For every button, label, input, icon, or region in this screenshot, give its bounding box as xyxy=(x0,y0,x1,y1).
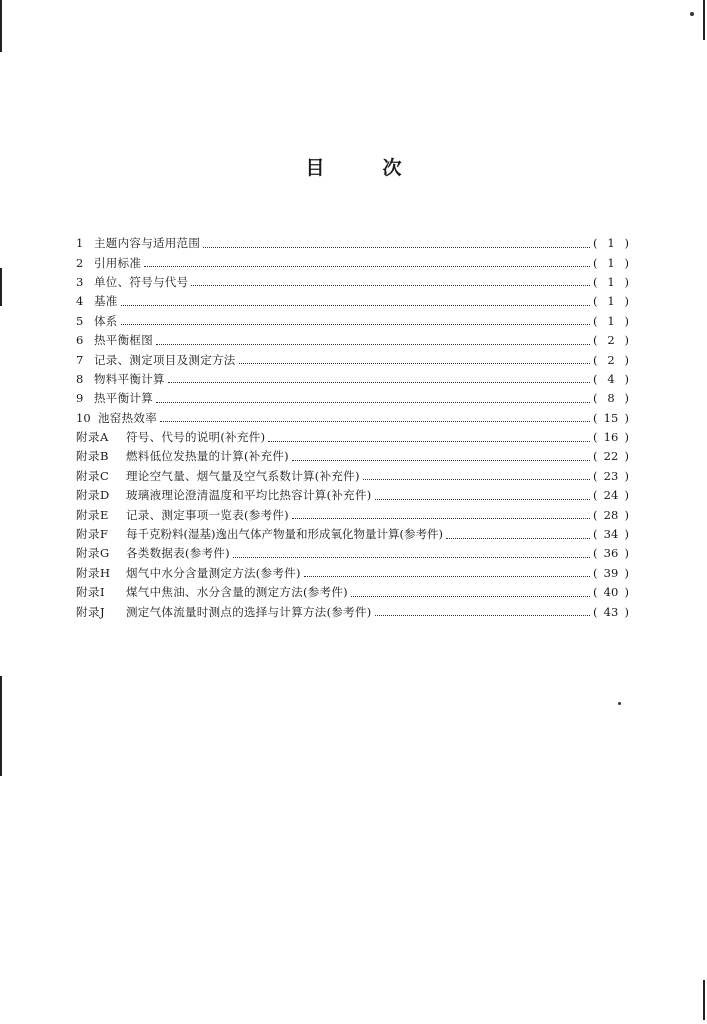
toc-entry-appendix[interactable] xyxy=(76,447,629,466)
toc-leader-dots xyxy=(351,595,590,597)
toc-entry-number: 附录D xyxy=(76,488,110,503)
page-bracket-close: ) xyxy=(624,585,629,600)
toc-entry-title: 测定气体流量时测点的选择与计算方法(参考件) xyxy=(126,604,372,619)
toc-leader-dots xyxy=(121,323,590,325)
page-bracket-open: ( xyxy=(593,352,598,367)
toc-entry-appendix[interactable] xyxy=(76,486,629,505)
toc-entry-page-number: 8 xyxy=(607,391,615,406)
toc-entry-page xyxy=(593,447,629,466)
toc-entry-page-number: 1 xyxy=(607,236,615,251)
toc-entry[interactable] xyxy=(76,350,629,369)
page-bracket-close: ) xyxy=(624,255,629,270)
page-bracket-open: ( xyxy=(593,255,598,270)
page-bracket-open: ( xyxy=(593,333,598,348)
toc-entry-title: 烟气中水分含量测定方法(参考件) xyxy=(126,565,301,580)
scan-edge-mark xyxy=(703,980,705,1020)
page-bracket-open: ( xyxy=(593,430,598,445)
toc-entry[interactable] xyxy=(76,234,629,253)
toc-leader-dots xyxy=(363,478,590,480)
table-of-contents xyxy=(76,234,629,622)
toc-entry-page-number: 40 xyxy=(603,585,619,600)
page-bracket-open: ( xyxy=(593,410,598,425)
toc-entry-page xyxy=(593,486,629,505)
page-bracket-open: ( xyxy=(593,488,598,503)
toc-entry-page-number: 36 xyxy=(603,546,619,561)
toc-entry-page-number: 16 xyxy=(603,430,619,445)
page-bracket-close: ) xyxy=(624,604,629,619)
page-bracket-open: ( xyxy=(593,313,598,328)
toc-entry-title: 基准 xyxy=(94,294,118,309)
toc-entry-number: 附录G xyxy=(76,546,110,561)
toc-entry[interactable] xyxy=(76,312,629,331)
toc-leader-dots xyxy=(121,304,590,306)
toc-entry-page xyxy=(593,525,629,544)
toc-entry-appendix[interactable] xyxy=(76,525,629,544)
toc-entry-page xyxy=(593,603,629,622)
page-bracket-close: ) xyxy=(624,565,629,580)
toc-entry[interactable] xyxy=(76,292,629,311)
toc-entry-page xyxy=(593,273,629,292)
page-bracket-open: ( xyxy=(593,468,598,483)
page-bracket-close: ) xyxy=(624,333,629,348)
toc-entry-title: 理论空气量、烟气量及空气系数计算(补充件) xyxy=(126,468,360,483)
toc-entry[interactable] xyxy=(76,370,629,389)
toc-entry[interactable] xyxy=(76,389,629,408)
toc-entry-title: 体系 xyxy=(94,313,118,328)
toc-entry-page-number: 1 xyxy=(607,294,615,309)
toc-entry-number: 7 xyxy=(76,352,84,367)
toc-entry-title: 煤气中焦油、水分含量的测定方法(参考件) xyxy=(126,585,348,600)
toc-entry[interactable] xyxy=(76,253,629,272)
toc-entry-page xyxy=(593,467,629,486)
toc-entry[interactable] xyxy=(76,331,629,350)
toc-entry-title: 物料平衡计算 xyxy=(94,371,165,386)
toc-entry-number: 9 xyxy=(76,391,84,406)
toc-entry-number: 1 xyxy=(76,236,84,251)
toc-entry-title: 池窑热效率 xyxy=(98,410,157,425)
page-bracket-open: ( xyxy=(593,294,598,309)
page-bracket-close: ) xyxy=(624,274,629,289)
toc-entry-page-number: 28 xyxy=(603,507,619,522)
toc-entry-number: 附录H xyxy=(76,565,111,580)
page-title xyxy=(0,153,707,180)
toc-entry-page xyxy=(593,389,629,408)
page-bracket-close: ) xyxy=(624,294,629,309)
page-bracket-close: ) xyxy=(624,449,629,464)
toc-entry-number: 3 xyxy=(76,274,84,289)
toc-entry-number: 8 xyxy=(76,371,84,386)
page-bracket-close: ) xyxy=(624,313,629,328)
toc-entry-number: 2 xyxy=(76,255,84,270)
toc-entry-appendix[interactable] xyxy=(76,428,629,447)
toc-entry-page xyxy=(593,583,629,602)
toc-entry-appendix[interactable] xyxy=(76,544,629,563)
toc-entry-appendix[interactable] xyxy=(76,505,629,524)
toc-entry-page-number: 43 xyxy=(603,604,619,619)
page-bracket-open: ( xyxy=(593,274,598,289)
scan-edge-mark xyxy=(703,0,705,40)
toc-leader-dots xyxy=(168,381,590,383)
toc-leader-dots xyxy=(292,459,590,461)
page-bracket-open: ( xyxy=(593,236,598,251)
toc-entry-title: 单位、符号与代号 xyxy=(94,274,189,289)
page-bracket-open: ( xyxy=(593,507,598,522)
page-bracket-open: ( xyxy=(593,391,598,406)
toc-entry-number: 4 xyxy=(76,294,84,309)
toc-leader-dots xyxy=(160,420,590,422)
toc-entry-page xyxy=(593,428,629,447)
toc-entry-appendix[interactable] xyxy=(76,564,629,583)
toc-leader-dots xyxy=(375,498,590,500)
toc-entry-page xyxy=(593,234,629,253)
toc-entry-number: 10 xyxy=(76,410,91,425)
toc-leader-dots xyxy=(304,575,590,577)
page-bracket-close: ) xyxy=(624,352,629,367)
toc-leader-dots xyxy=(191,284,590,286)
toc-entry-page-number: 23 xyxy=(603,468,619,483)
toc-leader-dots xyxy=(239,362,590,364)
toc-entry-title: 引用标准 xyxy=(94,255,142,270)
page-bracket-open: ( xyxy=(593,604,598,619)
toc-entry-number: 附录B xyxy=(76,449,109,464)
scan-dot xyxy=(690,12,694,16)
toc-entry-page xyxy=(593,292,629,311)
page-bracket-close: ) xyxy=(624,488,629,503)
toc-entry-title: 每千克粉料(湿基)逸出气体产物量和形成氧化物量计算(参考件) xyxy=(126,527,443,542)
toc-entry-title: 热平衡框图 xyxy=(94,333,153,348)
toc-entry-page-number: 24 xyxy=(603,488,619,503)
toc-entry-number: 附录A xyxy=(76,430,109,445)
scan-edge-mark xyxy=(0,268,2,306)
toc-leader-dots xyxy=(156,401,590,403)
toc-entry-appendix[interactable] xyxy=(76,602,629,621)
toc-leader-dots xyxy=(156,343,590,345)
toc-entry-number: 附录I xyxy=(76,585,106,600)
page-bracket-open: ( xyxy=(593,527,598,542)
toc-entry-page-number: 1 xyxy=(607,313,615,328)
toc-entry-title: 燃料低位发热量的计算(补充件) xyxy=(126,449,289,464)
page-bracket-close: ) xyxy=(624,430,629,445)
toc-entry-page-number: 4 xyxy=(607,371,615,386)
toc-entry-page-number: 22 xyxy=(603,449,619,464)
toc-entry-number: 5 xyxy=(76,313,84,328)
toc-entry-number: 附录F xyxy=(76,527,109,542)
toc-entry-page-number: 39 xyxy=(603,565,619,580)
toc-entry[interactable] xyxy=(76,273,629,292)
toc-entry-page-number: 1 xyxy=(607,255,615,270)
toc-entry-page-number: 2 xyxy=(607,352,615,367)
toc-entry-number: 附录E xyxy=(76,507,109,522)
toc-entry-page xyxy=(593,544,629,563)
toc-entry-page xyxy=(593,409,629,428)
toc-entry-page-number: 2 xyxy=(607,333,615,348)
toc-entry-title: 玻璃液理论澄清温度和平均比热容计算(补充件) xyxy=(126,488,372,503)
toc-entry-title: 热平衡计算 xyxy=(94,391,153,406)
page-bracket-close: ) xyxy=(624,236,629,251)
toc-entry-page xyxy=(593,506,629,525)
toc-entry-appendix[interactable] xyxy=(76,583,629,602)
toc-entry-page-number: 34 xyxy=(603,527,619,542)
page-bracket-open: ( xyxy=(593,585,598,600)
toc-entry-page-number: 15 xyxy=(603,410,619,425)
toc-entry-page xyxy=(593,254,629,273)
toc-entry-page xyxy=(593,312,629,331)
page-bracket-close: ) xyxy=(624,546,629,561)
toc-leader-dots xyxy=(203,246,590,248)
toc-entry-title: 主题内容与适用范围 xyxy=(94,236,201,251)
page-bracket-open: ( xyxy=(593,565,598,580)
toc-entry[interactable] xyxy=(76,409,629,428)
toc-entry-title: 记录、测定项目及测定方法 xyxy=(94,352,236,367)
toc-entry-title: 各类数据表(参考件) xyxy=(126,546,230,561)
page-bracket-open: ( xyxy=(593,371,598,386)
page-bracket-close: ) xyxy=(624,527,629,542)
page-title-char-2: 次 xyxy=(382,156,402,179)
toc-entry-page xyxy=(593,331,629,350)
toc-entry-appendix[interactable] xyxy=(76,467,629,486)
page-bracket-close: ) xyxy=(624,371,629,386)
scan-edge-mark xyxy=(0,0,2,52)
page-bracket-close: ) xyxy=(624,468,629,483)
toc-entry-page-number: 1 xyxy=(607,274,615,289)
toc-leader-dots xyxy=(446,537,590,539)
toc-leader-dots xyxy=(375,614,590,616)
toc-entry-page xyxy=(593,351,629,370)
toc-entry-number: 附录C xyxy=(76,468,110,483)
toc-leader-dots xyxy=(144,265,590,267)
toc-entry-number: 附录J xyxy=(76,604,106,619)
toc-entry-page xyxy=(593,370,629,389)
page-bracket-open: ( xyxy=(593,449,598,464)
page-bracket-close: ) xyxy=(624,507,629,522)
scan-edge-mark xyxy=(0,676,2,776)
page-bracket-close: ) xyxy=(624,391,629,406)
toc-leader-dots xyxy=(233,556,590,558)
page-bracket-open: ( xyxy=(593,546,598,561)
toc-entry-page xyxy=(593,564,629,583)
toc-leader-dots xyxy=(268,440,590,442)
toc-entry-title: 记录、测定事项一览表(参考件) xyxy=(126,507,289,522)
toc-entry-title: 符号、代号的说明(补充件) xyxy=(126,430,266,445)
scan-dot xyxy=(618,702,621,705)
toc-leader-dots xyxy=(292,517,590,519)
toc-entry-number: 6 xyxy=(76,333,84,348)
page-bracket-close: ) xyxy=(624,410,629,425)
page-title-char-1: 目 xyxy=(305,156,325,179)
